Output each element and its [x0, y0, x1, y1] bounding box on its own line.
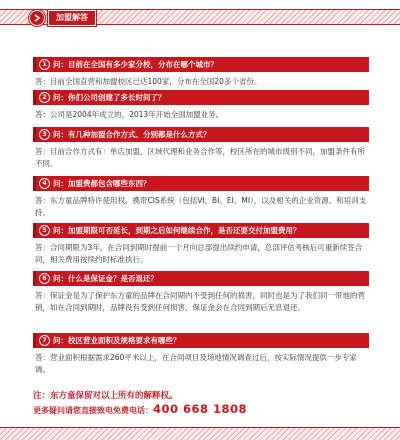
faq-item — [33, 176, 369, 219]
question-text: 问：加盟费都包含哪些东西？ — [53, 179, 151, 188]
question-number-badge: 5 — [39, 225, 50, 236]
faq-item — [33, 223, 369, 266]
question-text: 问：有几种加盟合作方式、分别都是什么方式？ — [53, 130, 211, 139]
faq-item — [33, 127, 369, 170]
question-text: 问：什么是保证金？是否退还？ — [53, 274, 158, 283]
section-tab-title: 加盟解答 — [48, 10, 96, 26]
answer-text: 答：营业面积根据需求260平米以上，在合同项目及场地情况调查过后，按实际情况提供一步专家调。 — [35, 353, 357, 374]
question-bar — [33, 223, 369, 238]
question-bar — [33, 271, 369, 286]
faq-item — [33, 57, 369, 88]
question-text: 问：加盟期限可否延长，到期之后如何继续合作，是否还要交付加盟费用？ — [53, 226, 301, 235]
question-number-badge: 3 — [39, 129, 50, 140]
question-number-badge: 2 — [39, 92, 50, 103]
faq-item — [33, 90, 369, 121]
chevron-circle-icon — [29, 10, 45, 26]
footer-contact — [33, 402, 247, 416]
faq-item — [33, 333, 369, 376]
question-number-badge: 7 — [39, 335, 50, 346]
question-bar — [33, 176, 369, 191]
question-number-badge: 4 — [39, 178, 50, 189]
faq-item — [33, 271, 369, 314]
answer-text: 答：东方童品牌特许使用权，携带CIS系统（包括VI、BI、EI、MI），以及相关的企业资源、和培训支持。 — [35, 196, 367, 217]
question-number-badge: 1 — [39, 59, 50, 70]
question-bar — [33, 127, 369, 142]
contact-label: 更多疑问请您直接致电免费电话： — [33, 406, 153, 415]
hotline-phone-number[interactable]: 400 668 1808 — [153, 402, 248, 416]
answer-text: 答：合同期限为3年，在合同到期时提前一个月向总部提出续约申请，总部评估考核后可重新续签合同，相关费用按续约时标准执行。 — [35, 243, 363, 264]
question-text: 问：校区营业面积及规格要求有哪些？ — [53, 336, 181, 345]
question-number-badge: 6 — [39, 273, 50, 284]
question-bar — [33, 333, 369, 348]
question-bar — [33, 57, 369, 72]
answer-text: 答：目前全国直营和加盟校区已达100家，分布在全国20多个省份。 — [35, 77, 262, 86]
footer-note: 注：东方童保留对以上所有的解释权。 — [33, 391, 178, 401]
question-text: 问：你们公司创建了多长时间了？ — [53, 93, 166, 102]
answer-text: 答：公司是2004年成立的，2013年开始全国加盟业务。 — [35, 110, 224, 119]
question-bar — [33, 90, 369, 105]
answer-text: 答：保证金是为了保护东方童的品牌在合同期内不受到任何的损害，同时也是为了我们同一带地的营销，如在合同到期时，品牌没有受到任何损害，保证金会在合同到期后无息退还。 — [35, 291, 365, 312]
bottom-pattern-band — [0, 428, 400, 440]
question-text: 问：目前在全国有多少家分校，分布在哪个城市？ — [53, 60, 218, 69]
answer-text: 答：目前合作方式有：单店加盟、区域代理和业务合作等，校区所在的城市级别不同，加盟条件有所不同。 — [35, 147, 365, 168]
bottom-band-rule — [0, 427, 400, 428]
